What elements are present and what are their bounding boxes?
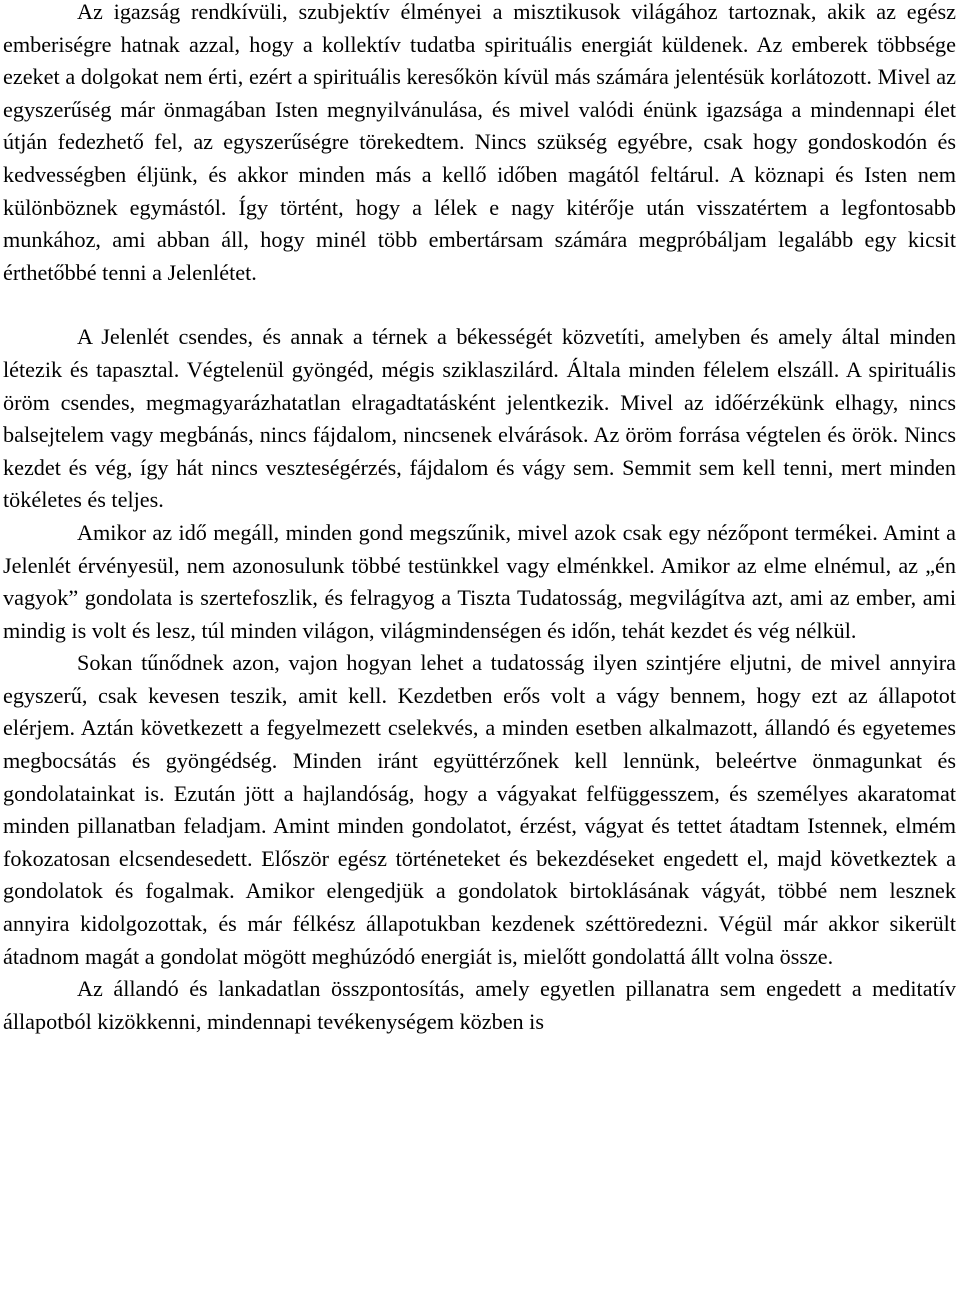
paragraph-gap bbox=[3, 289, 956, 321]
paragraph-5: Az állandó és lankadatlan összpontosítás, amely egyetlen pillanatra sem engedett a meditatív állapotból kizökkenni, mindennapi tevékenységem közben is bbox=[3, 976, 956, 1034]
paragraph-2: A Jelenlét csendes, és annak a térnek a békességét közvetíti, amelyben és amely által minden létezik és tapasztal. Végtelenül gyöngéd, mégis sziklaszilárd. Általa minden félelem elszáll. A spirituális öröm csendes, megmagyarázhatatlan elragadtatásként jelentkezik. Mivel az időérzékünk elhagy, nincs balsejtelem vagy megbánás, nincs fájdalom, nincsenek elvárások. Az öröm forrása végtelen és örök. Nincs kezdet és vég, így hát nincs veszteségérzés, fájdalom és vágy sem. Semmit sem kell tenni, mert minden tökéletes és teljes. bbox=[3, 324, 956, 513]
document-page bbox=[3, 0, 956, 1038]
paragraph-4: Sokan tűnődnek azon, vajon hogyan lehet a tudatosság ilyen szintjére eljutni, de mivel annyira egyszerű, csak kevesen teszik, amit kell. Kezdetben erős volt a vágy bennem, hogy ezt az állapotot elérjem. Aztán következett a fegyelmezett cselekvés, a minden esetben alkalmazott, állandó és egyetemes megbocsátás és gyöngédség. Minden iránt együttérzőnek kell lennünk, beleértve önmagunkat és gondolatainkat is. Ezután jött a hajlandóság, hogy a vágyakat felfüggesszem, és személyes akaratomat minden pillanatban feladjam. Amint minden gondolatot, érzést, vágyat és tettet átadtam Istennek, elmém fokozatosan elcsendesedett. Először egész történeteket és bekezdéseket engedett el, majd következtek a gondolatok és fogalmak. Amikor elengedjük a gondolatok birtoklásának vágyát, többé nem lesznek annyira kidolgozottak, és már félkész állapotukban kezdenek széttöredezni. Végül már akkor sikerült átadnom magát a gondolat mögött meghúzódó energiát is, mielőtt gondolattá állt volna össze. bbox=[3, 650, 956, 969]
paragraph-1: Az igazság rendkívüli, szubjektív élményei a misztikusok világához tartoznak, akik az egész emberiségre hatnak azzal, hogy a kollektív tudatba spirituális energiát küldenek. Az emberek többsége ezeket a dolgokat nem érti, ezért a spirituális keresőkön kívül más számára jelentésük korlátozott. Mivel az egyszerűség már önmagában Isten megnyilvánulása, és mivel valódi énünk igazsága a mindennapi élet útján fedezhető fel, az egyszerűségre törekedtem. Nincs szükség egyébre, csak hogy gondoskodón és kedvességben éljünk, és akkor minden más a kellő időben magától feltárul. A köznapi és Isten nem különböznek egymástól. Így történt, hogy a lélek e nagy kitérője után visszatértem a legfontosabb munkához, ami abban áll, hogy minél több embertársam számára megpróbáljam legalább egy kicsit érthetőbbé tenni a Jelenlétet. bbox=[3, 0, 956, 285]
paragraph-3: Amikor az idő megáll, minden gond megszűnik, mivel azok csak egy nézőpont termékei. Amint a Jelenlét érvényesül, nem azonosulunk többé testünkkel vagy elménkkel. Amikor az elme elnémul, az „én vagyok” gondolata is szertefoszlik, és felragyog a Tiszta Tudatosság, megvilágítva azt, ami az ember, ami mindig is volt és lesz, túl minden világon, világmindenségen és időn, tehát kezdet és vég nélkül. bbox=[3, 519, 956, 643]
